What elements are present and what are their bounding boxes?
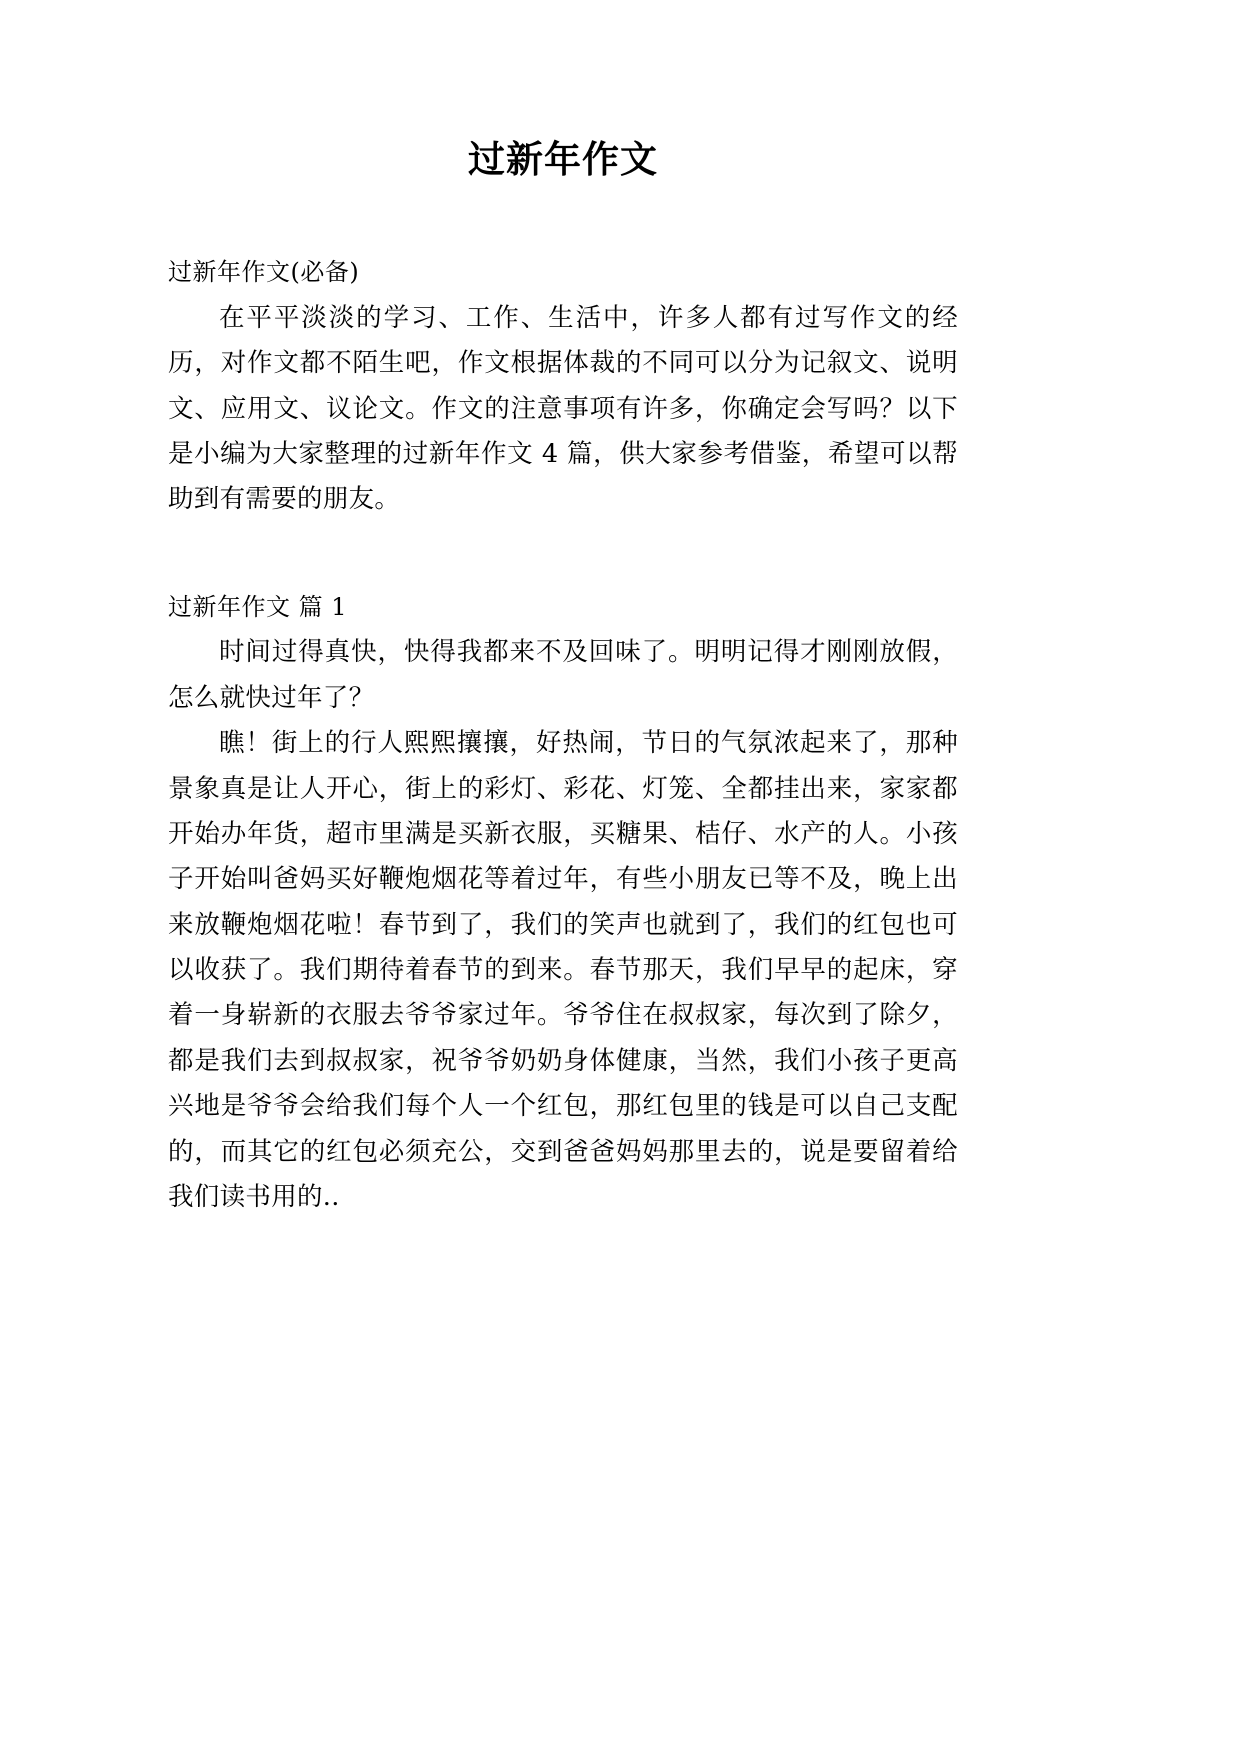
document-body — [168, 0, 958, 1220]
section-heading-essay-1: 过新年作文 篇 1 — [168, 592, 348, 621]
page-title: 过新年作文 — [468, 138, 658, 181]
section-heading-intro: 过新年作文(必备) — [168, 258, 360, 287]
paragraph-essay1-1: 时间过得真快，快得我都来不及回味了。明明记得才刚刚放假，怎么就快过年了？ — [168, 637, 958, 713]
section-intro — [168, 250, 958, 522]
section-essay-1 — [168, 585, 958, 1220]
paragraph-essay1-2: 瞧！街上的行人熙熙攘攘，好热闹，节日的气氛浓起来了，那种景象真是让人开心，街上的彩灯、彩花、灯笼、全都挂出来，家家都开始办年货，超市里满是买新衣服，买糖果、桔仔、水产的人。小孩子开始叫爸妈买好鞭炮烟花等着过年，有些小朋友已等不及，晚上出来放鞭炮烟花啦！春节到了，我们的笑声也就到了，我们的红包也可以收获了。我们期待着春节的到来。春节那天，我们早早的起床，穿着一身崭新的衣服去爷爷家过年。爷爷住在叔叔家，每次到了除夕，都是我们去到叔叔家，祝爷爷奶奶身体健康，当然，我们小孩子更高兴地是爷爷会给我们每个人一个红包，那红包里的钱是可以自己支配的，而其它的红包必须充公，交到爸爸妈妈那里去的，说是要留着给我们读书用的.. — [168, 728, 958, 1212]
spacer-after-title — [168, 182, 958, 250]
paragraph-intro-1: 在平平淡淡的学习、工作、生活中，许多人都有过写作文的经历，对作文都不陌生吧，作文根据体裁的不同可以分为记叙文、说明文、应用文、议论文。作文的注意事项有许多，你确定会写吗？以下是小编为大家整理的过新年作文 4 篇，供大家参考借鉴，希望可以帮助到有需要的朋友。 — [168, 302, 958, 515]
spacer-between-sections — [168, 523, 958, 585]
